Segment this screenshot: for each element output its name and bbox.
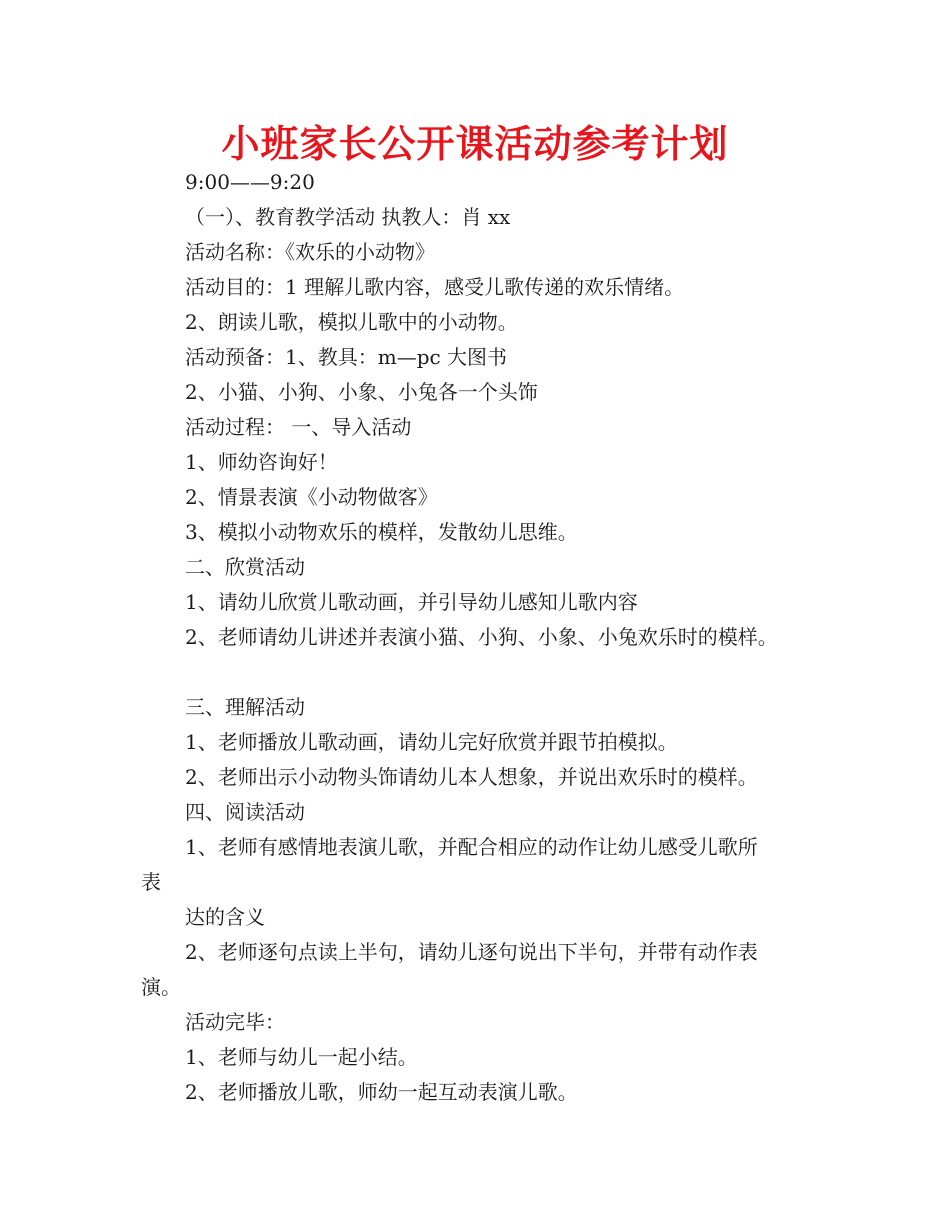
section-heading-reading: 四、阅读活动 bbox=[185, 800, 305, 824]
activity-goal-1: 活动目的：1 理解儿歌内容，感受儿歌传递的欢乐情绪。 bbox=[185, 275, 685, 299]
reading-step-1: 1、老师有感情地表演儿歌，并配合相应的动作让幼儿感受儿歌所 bbox=[185, 835, 758, 859]
process-step-1: 1、师幼咨询好！ bbox=[185, 450, 338, 474]
preparation-1: 活动预备：1、教具：m—pc 大图书 bbox=[185, 345, 508, 369]
section-heading-understand: 三、理解活动 bbox=[185, 695, 305, 719]
reading-step-1-wrap: 表 bbox=[141, 870, 161, 894]
process-step-3: 3、模拟小动物欢乐的模样，发散幼儿思维。 bbox=[185, 520, 578, 544]
understand-step-1: 1、老师播放儿歌动画，请幼儿完好欣赏并跟节拍模拟。 bbox=[185, 730, 678, 754]
schedule-time: 9:00——9:20 bbox=[185, 170, 315, 194]
process-heading: 活动过程： 一、导入活动 bbox=[185, 415, 412, 439]
preparation-2: 2、小猫、小狗、小象、小兔各一个头饰 bbox=[185, 380, 538, 404]
end-step-2: 2、老师播放儿歌，师幼一起互动表演儿歌。 bbox=[185, 1080, 578, 1104]
activity-name: 活动名称：《欢乐的小动物》 bbox=[185, 240, 435, 264]
appreciate-step-2: 2、老师请幼儿讲述并表演小猫、小狗、小象、小兔欢乐时的模样。 bbox=[185, 625, 778, 649]
section-heading-appreciate: 二、欣赏活动 bbox=[185, 555, 305, 579]
activity-end-heading: 活动完毕： bbox=[185, 1010, 285, 1034]
document-title: 小班家长公开课活动参考计划 bbox=[221, 122, 729, 166]
understand-step-2: 2、老师出示小动物头饰请幼儿本人想象，并说出欢乐时的模样。 bbox=[185, 765, 758, 789]
reading-step-2: 2、老师逐句点读上半句，请幼儿逐句说出下半句，并带有动作表 bbox=[185, 940, 758, 964]
reading-step-2-wrap: 演。 bbox=[141, 975, 181, 999]
process-step-2: 2、情景表演《小动物做客》 bbox=[185, 485, 438, 509]
appreciate-step-1: 1、请幼儿欣赏儿歌动画，并引导幼儿感知儿歌内容 bbox=[185, 590, 638, 614]
end-step-1: 1、老师与幼儿一起小结。 bbox=[185, 1045, 418, 1069]
activity-goal-2: 2、朗读儿歌，模拟儿歌中的小动物。 bbox=[185, 310, 518, 334]
reading-step-1-cont: 达的含义 bbox=[185, 905, 265, 929]
section-heading-activity: （一）、教育教学活动 执教人：肖 xx bbox=[185, 205, 511, 229]
